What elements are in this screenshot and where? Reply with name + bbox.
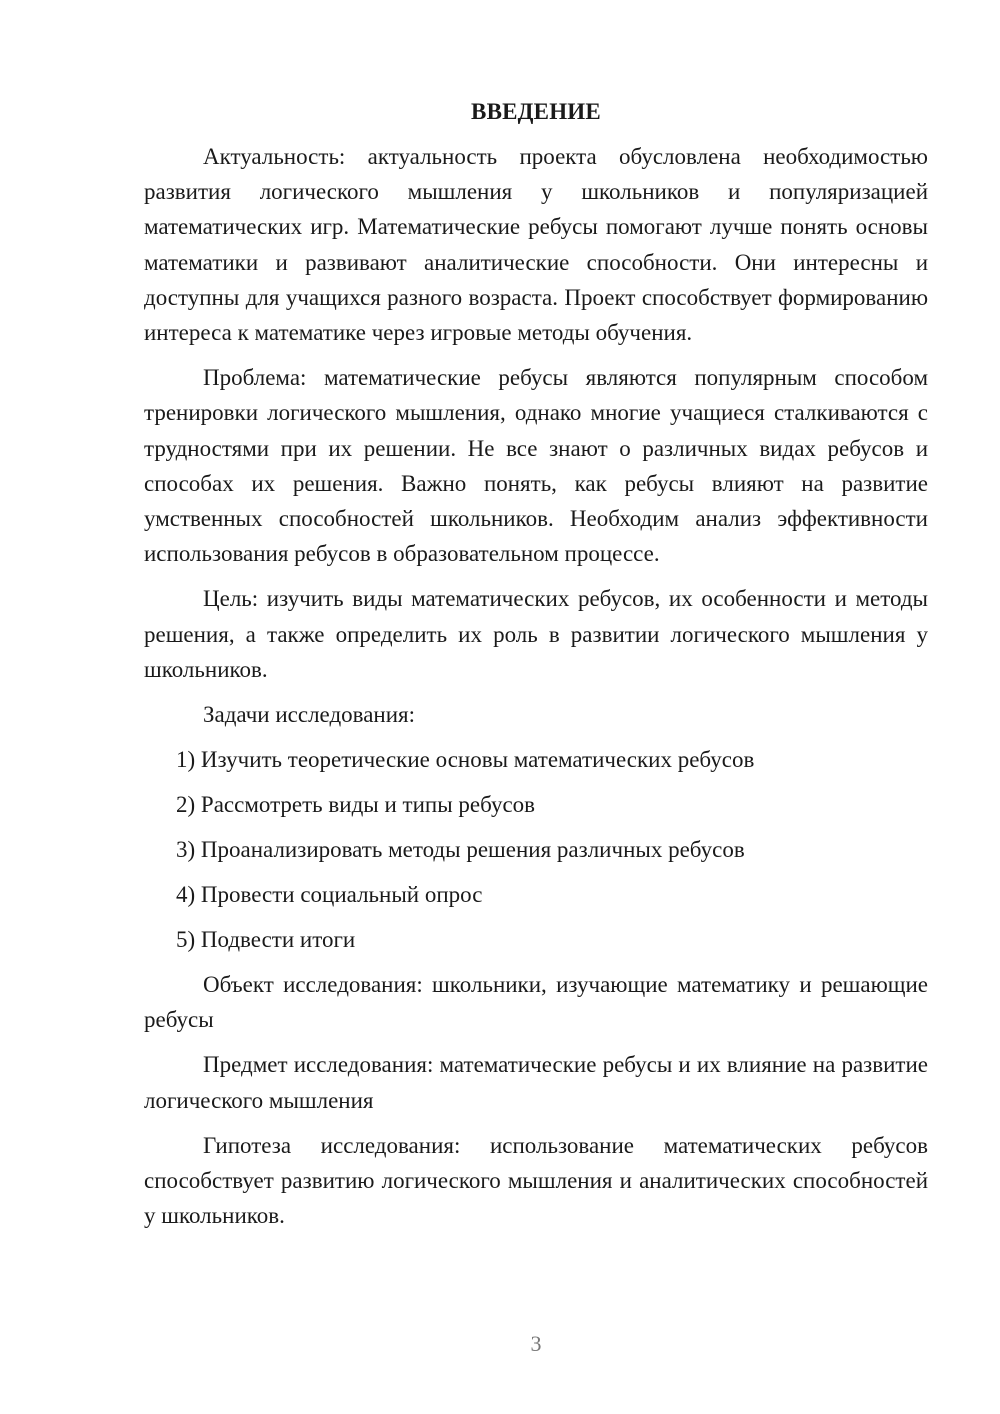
task-item: 4) Провести социальный опрос [176, 882, 483, 908]
task-item: 3) Проанализировать методы решения различных ребусов [176, 837, 745, 863]
subject-paragraph: Предмет исследования: математические ребусы и их влияние на развитие логического мышления [144, 1052, 928, 1113]
task-item: 5) Подвести итоги [176, 927, 356, 953]
goal-paragraph: Цель: изучить виды математических ребусов, их особенности и методы решения, а также определить их роль в развитии логического мышления у школьников. [144, 586, 928, 682]
hypothesis-paragraph: Гипотеза исследования: использование математических ребусов способствует развитию логического мышления и аналитических способностей у школьников. [144, 1132, 928, 1229]
page-title: ВВЕДЕНИЕ [471, 99, 601, 124]
task-list [144, 742, 928, 957]
problem-paragraph: Проблема: математические ребусы являются популярным способом тренировки логического мышления, однако многие учащиеся сталкиваются с трудностями при их решении. Не все знают о различных видах ребусов и способах их решения. Важно понять, как ребусы влияют на развитие умственных способностей школьников. Необходим анализ эффективности использования ребусов в образовательном процессе. [144, 365, 928, 567]
tasks-heading: Задачи исследования: [203, 702, 416, 728]
task-item: 2) Рассмотреть виды и типы ребусов [176, 792, 536, 818]
page-number: 3 [530, 1331, 542, 1356]
relevance-paragraph: Актуальность: актуальность проекта обусловлена необходимостью развития логического мышления у школьников и популяризацией математических игр. Математические ребусы помогают лучше понять основы математики и развивают аналитические способности. Они интересны и доступны для учащихся разного возраста. Проект способствует формированию интереса к математике через игровые методы обучения. [144, 144, 928, 346]
document-page [144, 94, 928, 1243]
object-paragraph: Объект исследования: школьники, изучающие математику и решающие ребусы [144, 972, 928, 1033]
task-item: 1) Изучить теоретические основы математических ребусов [176, 747, 755, 773]
